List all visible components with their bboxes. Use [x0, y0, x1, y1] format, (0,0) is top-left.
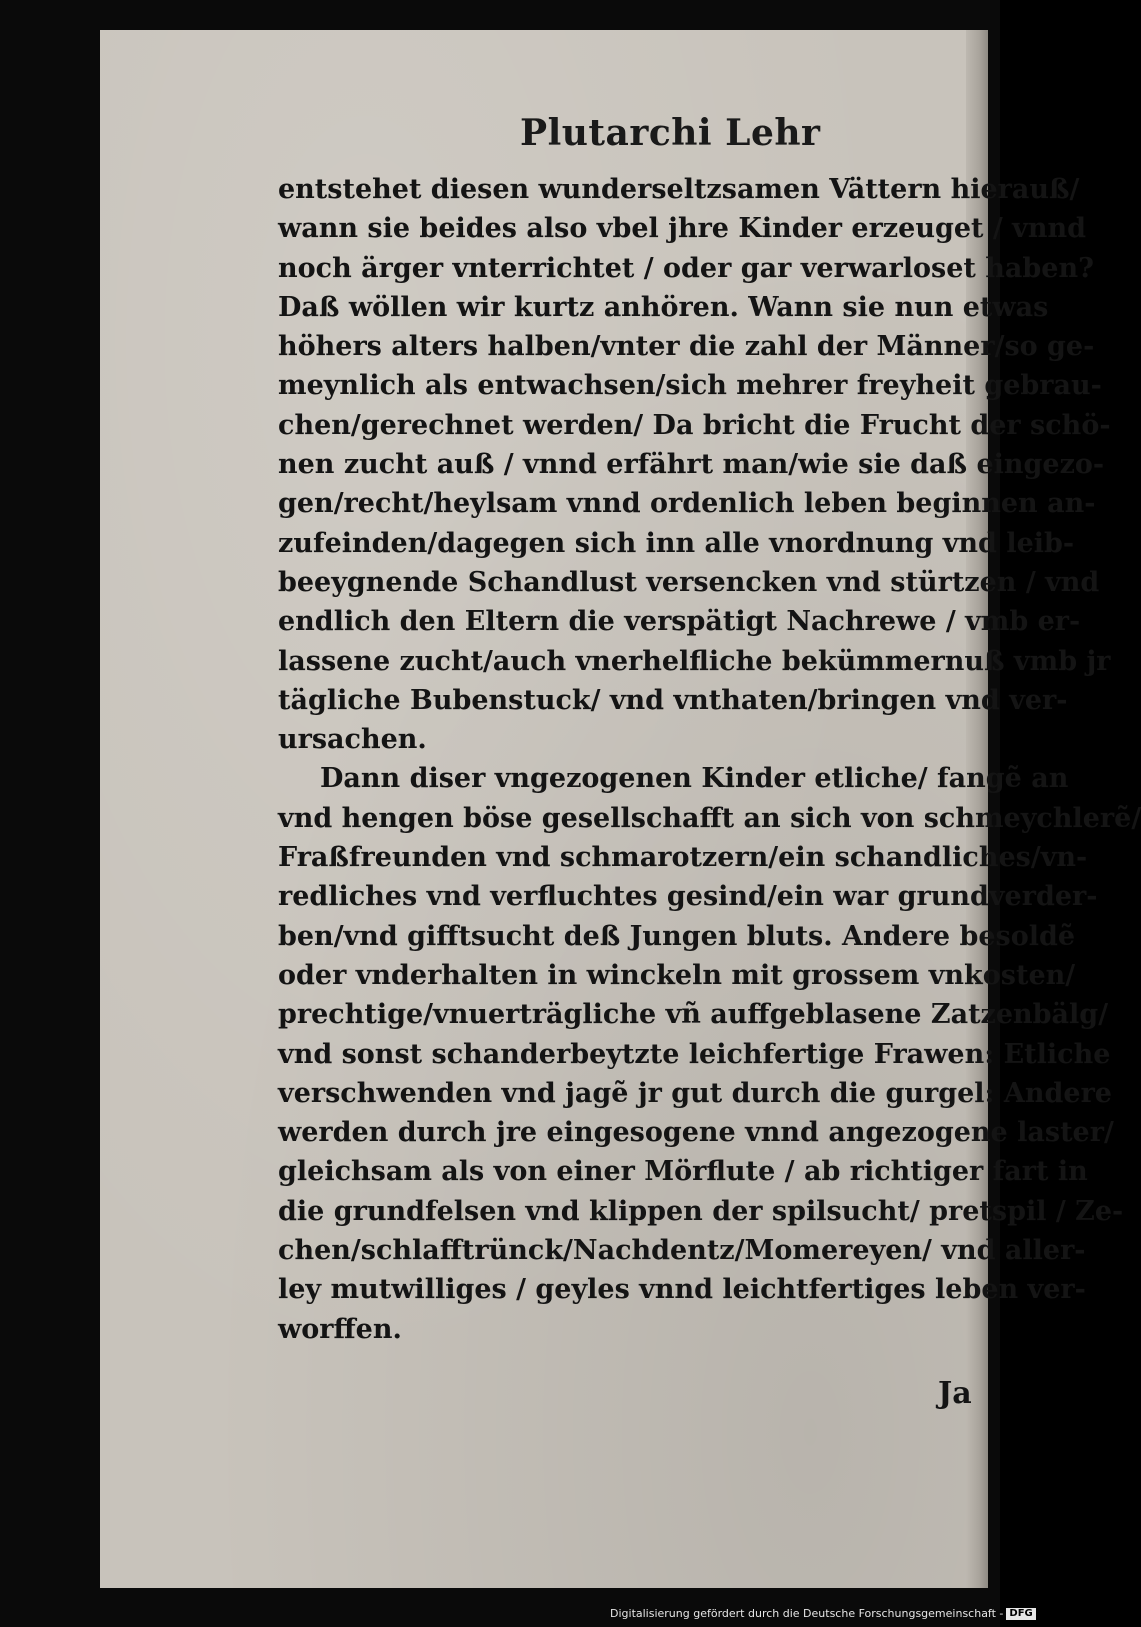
- text-line: höhers alters halben/vnter die zahl der Männer/so ge-: [278, 331, 1095, 363]
- text-line: endlich den Eltern die verspätigt Nachrewe / vmb er-: [278, 606, 1081, 638]
- body-text: [278, 170, 1141, 1349]
- text-line: noch ärger vnterrichtet / oder gar verwarloset haben?: [278, 252, 1094, 284]
- text-line: zufeinden/dagegen sich inn alle vnordnung vnd leib-: [278, 527, 1075, 559]
- text-line: Daß wöllen wir kurtz anhören. Wann sie nun etwas: [278, 291, 1049, 323]
- book-page: [100, 30, 1141, 1588]
- text-line: ley mutwilliges / geyles vnnd leichtfertiges leben ver-: [278, 1274, 1086, 1306]
- text-line: meynlich als entwachsen/sich mehrer freyheit gebrau-: [278, 370, 1102, 402]
- text-line: vnd sonst schanderbeytzte leichfertige Frawen: Etliche: [278, 1038, 1111, 1070]
- text-line: Fraßfreunden vnd schmarotzern/ein schandliches/vn-: [278, 842, 1088, 874]
- text-line: entstehet diesen wunderseltzsamen Vättern hierauß/: [278, 174, 1080, 205]
- text-line: werden durch jre eingesogene vnnd angezogene laster/: [278, 1117, 1114, 1149]
- text-line: verschwenden vnd jagẽ jr gut durch die gurgel: Andere: [278, 1077, 1112, 1109]
- text-line: gleichsam als von einer Mörflute / ab richtiger fart in: [278, 1156, 1088, 1188]
- text-line: chen/gerechnet werden/ Da bricht die Frucht der schö-: [278, 409, 1111, 441]
- text-line: prechtige/vnuerträgliche vñ auffgeblasene Zatzenbälg/: [278, 999, 1109, 1031]
- text-line: gen/recht/heylsam vnnd ordenlich leben beginnen an-: [278, 488, 1096, 520]
- text-line: nen zucht auß / vnnd erfährt man/wie sie daß eingezo-: [278, 449, 1105, 481]
- text-line: worffen.: [278, 1313, 402, 1345]
- text-line: tägliche Bubenstuck/ vnd vnthaten/bringen vnd ver-: [278, 684, 1068, 716]
- text-line: ben/vnd gifftsucht deß Jungen bluts. Andere besoldẽ: [278, 920, 1076, 952]
- text-line: wann sie beides also vbel jhre Kinder erzeuget / vnnd: [278, 213, 1086, 245]
- text-line: lassene zucht/auch vnerhelfliche bekümmernuß vmb jr: [278, 645, 1111, 677]
- funding-footer: [610, 1607, 1036, 1620]
- paragraph-start-line: Dann diser vngezogenen Kinder etliche/ fangẽ an: [320, 763, 1069, 795]
- catchword: Ja: [938, 1376, 972, 1411]
- text-line: redliches vnd verfluchtes gesind/ein war grundverder-: [278, 881, 1098, 913]
- text-line: vnd hengen böse gesellschafft an sich von schmeychlerẽ/: [278, 802, 1141, 834]
- dfg-logo: DFG: [1006, 1608, 1035, 1620]
- footer-text: Digitalisierung gefördert durch die Deutsche Forschungsgemeinschaft -: [610, 1607, 1004, 1620]
- text-line: ursachen.: [278, 724, 427, 756]
- running-head: Plutarchi Lehr: [520, 112, 821, 154]
- text-line: oder vnderhalten in winckeln mit grossem vnkosten/: [278, 959, 1076, 991]
- text-line: chen/schlafftrünck/Nachdentz/Momereyen/ vnd aller-: [278, 1235, 1086, 1267]
- text-line: beeygnende Schandlust versencken vnd stürtzen / vnd: [278, 566, 1100, 598]
- text-line: die grundfelsen vnd klippen der spilsucht/ pretspil / Ze-: [278, 1195, 1124, 1227]
